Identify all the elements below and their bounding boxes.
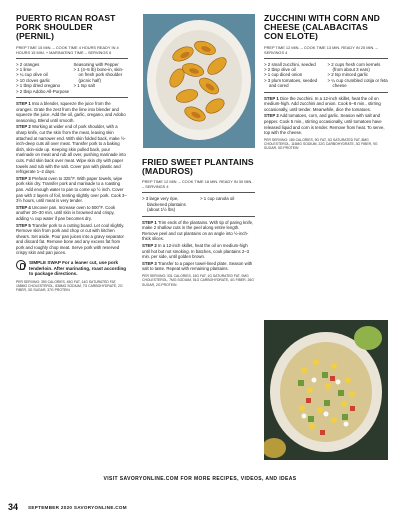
simple-swap-tip xyxy=(16,260,128,277)
ingredients xyxy=(16,62,128,94)
nutrition-info: PER SERVING: 390 CALORIES, 45G FAT, 14G SATURATED FAT, 158MG CHOLESTEROL, 838MG SODIUM, 7G CARBOHYDRATE, 2G FIBER, 3G SUGAR, 37G PROTEIN xyxy=(16,279,123,293)
ingredient: > ¼ cup olive oil xyxy=(16,72,48,78)
ingredient: > 1 tsp salt xyxy=(73,83,95,89)
ingredient: > 2 small zucchini, seeded xyxy=(264,61,316,67)
ingredients-right xyxy=(200,196,255,212)
recipe-meta: PREP TIME 12 MIN. – COOK TIME 13 MIN. READY IN 25 MIN. – SERVINGS 4 xyxy=(264,44,378,55)
ingredient: > 1 (4–5 lb) bone-in, skin-on fresh pork shoulder (picnic half) xyxy=(73,67,124,83)
step: STEP 1 Dice the zucchini. In a 12-inch skillet, heat the oil on medium-high. Add zucchini and onion. Cook 6–8 min., stirring occasionally, until tender. Meanwhile, dice the tomatoes. xyxy=(264,95,381,112)
divider xyxy=(142,192,255,193)
steps xyxy=(16,101,128,256)
issue-info: SEPTEMBER 2020 SAVORYONLINE.COM xyxy=(28,505,127,510)
step: STEP 1 Into a blender, squeeze the juice from the oranges. Grate the zest from the lime into blender and squeeze the juice. Add the oil, garlic, oregano, and Adobo seasoning. Blend until smooth. xyxy=(16,101,126,123)
step: STEP 2 In a 12-inch skillet, heat the oil on medium-high until hot but not smoking. In batches, cook plantains 2–3 min. per side, until golden brown. xyxy=(142,243,250,260)
ingredient: > 1 tbsp dried oregano xyxy=(16,83,61,89)
ingredient: > 1 lime xyxy=(16,67,32,73)
step: STEP 1 Trim ends of the plantains. With tip of paring knife, make 2 shallow cuts in the peel along entire length. Remove peel and cut plantains on an angle into ½-inch-thick slices. xyxy=(142,219,254,242)
divider xyxy=(264,58,388,59)
ingredient: > 2 tbsp olive oil xyxy=(264,67,296,73)
ingredient: Seasoning with Pepper xyxy=(73,61,119,67)
footer-promo: VISIT SAVORYONLINE.COM FOR MORE RECIPES, VIDEOS, AND IDEAS xyxy=(103,476,297,482)
step: STEP 5 Transfer pork to a cutting board. Let cool slightly. Remove skin from pork and chop or cut with kitchen shears. Set aside. Pour pan juices into a gravy separator and discard fat. Remove bone and any excess fat from pork and roughly chop meat. Serve pork with reserved crispy skin and pan juices. xyxy=(16,222,125,256)
ingredients xyxy=(142,196,255,212)
recipe-pernil xyxy=(16,14,128,293)
ingredient: > 3 large very ripe, blackened plantains (about 1½ lbs) xyxy=(142,196,186,213)
recipe-title: FRIED SWEET PLANTAINS (MADUROS) xyxy=(142,157,254,177)
step: STEP 2 Add tomatoes, corn, and garlic. Season with salt and pepper. Cook 5 min., stirring occasionally, until tomatoes have released liquid and corn is tender. Remove from heat. To serve, top with the cheese. xyxy=(264,113,385,136)
nutrition-info: PER SERVING: 180 CALORIES, 9G FAT, 3G SATURATED FAT, 8MG CHOLESTEROL, 116MG SODIUM, 22G CARBOHYDRATE, 3G FIBER, 9G SUGAR, 5G PROTEIN xyxy=(264,137,378,151)
recipe-title: ZUCCHINI WITH CORN AND CHEESE (CALABACITAS CON ELOTE) xyxy=(264,13,380,42)
tip-text: SIMPLE SWAP For a leaner cut, use pork tenderloin. After marinating, roast according to package directions. xyxy=(29,260,127,277)
ingredients-left xyxy=(16,62,71,94)
page-number: 34 xyxy=(8,502,19,512)
plantains-photo xyxy=(143,14,255,148)
calabacitas-photo xyxy=(264,320,388,460)
step: STEP 3 Transfer to a paper towel-lined plate. Season with salt to taste. Repeat with remaining plantains. xyxy=(142,260,253,272)
ingredient: > 10 cloves garlic xyxy=(16,77,51,83)
ingredient: > 2 tbsp Adobo All-Purpose xyxy=(16,88,70,94)
ingredient: > 1 cup diced onion xyxy=(264,72,303,78)
plantains-image xyxy=(143,14,255,148)
ingredient: > 3 plum tomatoes, seeded and cored xyxy=(264,77,318,89)
divider xyxy=(142,216,255,217)
recipe-meta: PREP TIME 12 MIN. – COOK TIME 18 MIN. READY IN 30 MIN. – SERVINGS 4 xyxy=(142,179,253,190)
ingredients-left xyxy=(142,196,197,212)
step: STEP 2 Working at wider end of pork shoulder, with a sharp knife, cut the skin from the meat, leaving skin attached at narrower end. With skin folded back, make ½-inch-deep cuts all over meat. Transfer pork to a baking dish, skin-side up. Keeping skin pulled back, pour marinade on meat and rub all over, pushing marinade into cuts. Fold skin back over meat. Wipe skin dry with paper towels and rub with the salt. Cover pan with plastic and refrigerate 1–2 days. xyxy=(16,124,126,175)
swap-icon xyxy=(16,260,26,270)
ingredient: > 2 oranges xyxy=(16,61,40,67)
ingredients-right xyxy=(328,62,389,89)
recipe-title: PUERTO RICAN ROAST PORK SHOULDER (PERNIL) xyxy=(16,13,116,42)
ingredient: > 2 cups fresh corn kernels (from about 3 ears) xyxy=(327,61,381,73)
recipe-maduros xyxy=(142,14,255,287)
recipe-meta: PREP TIME 15 MIN. – COOK TIME 4 HOURS READY IN 4 HOURS 15 MIN. + MARINATING TIME – SERVINGS 6 xyxy=(16,44,119,55)
ingredients-right xyxy=(74,62,129,94)
steps xyxy=(264,96,388,136)
step: STEP 3 Preheat oven to 325°F. With paper towels, wipe pork skin dry. Transfer pork and marinade to a roasting pan. Add enough water to pan to come up ½ inch. Cover pan with 2 layers of foil, tenting slightly over pork. Cook 3–3½ hours, until meat is very tender. xyxy=(16,175,127,204)
ingredients xyxy=(264,62,388,89)
divider xyxy=(16,97,128,98)
ingredients-left xyxy=(264,62,325,89)
nutrition-info: PER SERVING: 331 CALORIES, 15G FAT, 1G SATURATED FAT, 0MG CHOLESTEROL, 7MG SODIUM, 51G CARBOHYDRATE, 4G FIBER, 26G SUGAR, 2G PROTEIN xyxy=(142,273,254,287)
ingredient: > 2 tsp minced garlic xyxy=(327,72,368,78)
divider xyxy=(264,92,388,93)
divider xyxy=(16,58,128,59)
steps xyxy=(142,220,255,272)
recipe-calabacitas xyxy=(264,14,388,151)
ingredient: > ¼ cup crumbled cotija or feta cheese xyxy=(327,77,388,89)
step: STEP 4 Uncover pan. Increase oven to 500°F. Cook another 20–30 min, until skin is browned and crispy, adding ¼ cup water if pan becomes dry. xyxy=(16,204,116,221)
ingredient: > 1 cup canola oil xyxy=(200,196,235,202)
